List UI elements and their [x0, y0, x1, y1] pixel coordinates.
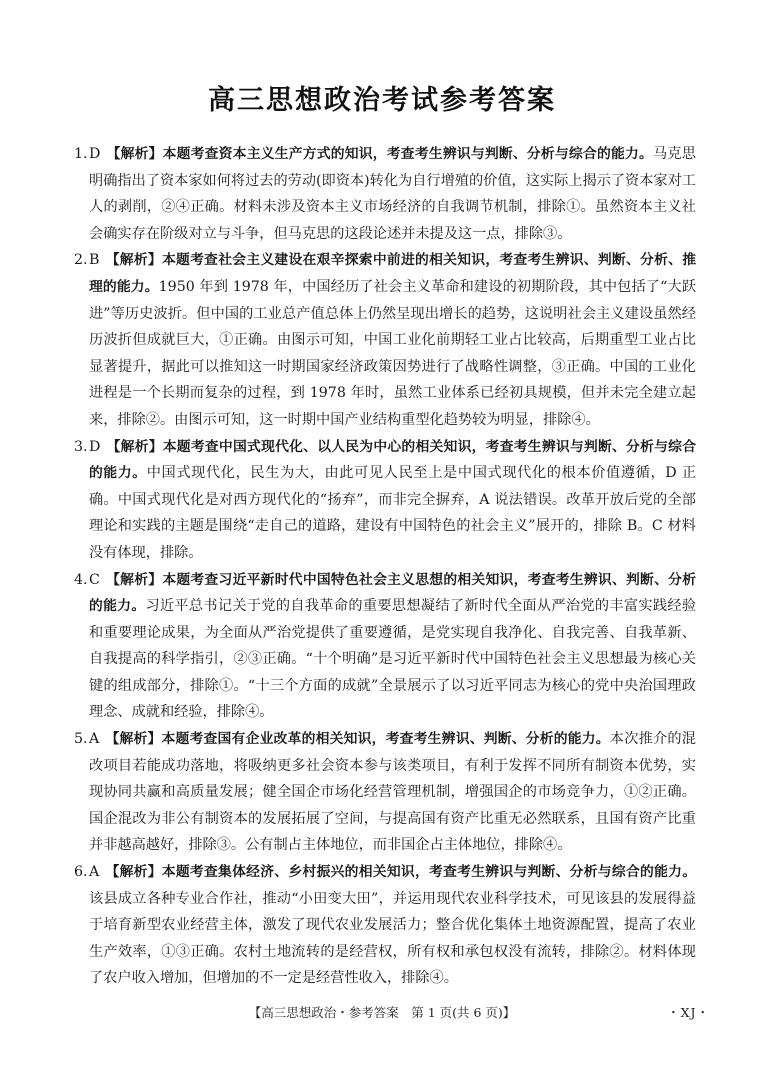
item-number: 3.	[74, 438, 88, 455]
item-analysis-heading: 【解析】本题考查中国式现代化、以人民为中心的相关知识，考查考生辨识与判断、分析与综合的能力。	[89, 438, 696, 482]
page-footer	[0, 1003, 764, 1023]
item-analysis-heading: 【解析】本题考查社会主义建设在艰辛探索中前进的相关知识，考查考生辨识、判断、分析、推理的能力。	[89, 252, 696, 295]
item-answer: D	[89, 438, 101, 455]
footer-page-info: 【高三思想政治・参考答案 第 1 页(共 6 页)】	[248, 1005, 516, 1020]
answer-item-4	[74, 567, 696, 727]
item-number: 1.	[74, 146, 88, 162]
answer-item-1	[74, 141, 696, 247]
item-number: 5.	[74, 731, 88, 748]
item-analysis-body: 本次推介的混改项目若能成功落地，将吸纳更多社会资本参与该类项目，有利于发挥不同所有制资本优势，实现协同共赢和高质量发展；健全国企市场化经营管理机制，增强国企的市场竞争力，①②正确。国企混改为非公有制资本的发展拓展了空间，与提高国有资产比重无必然联系，且国有资产比重并非越高越好，排除③。公有制占主体地位，而非国企占主体地位，排除④。	[89, 731, 696, 854]
item-analysis-heading: 【解析】本题考查集体经济、乡村振兴的相关知识，考查考生辨识与判断、分析与综合的能力。	[105, 864, 696, 881]
item-analysis-heading: 【解析】本题考查资本主义生产方式的知识，考查考生辨识与判断、分析与综合的能力。	[106, 146, 653, 162]
answer-item-5	[74, 726, 696, 859]
page-title: 高三思想政治考试参考答案	[208, 85, 556, 116]
answer-item-2	[74, 247, 696, 433]
item-analysis-heading: 【解析】本题考查国有企业改革的相关知识，考查考生辨识、判断、分析的能力。	[105, 731, 610, 748]
item-analysis-body: 1950 年到 1978 年，中国经历了社会主义革命和建设的初期阶段，其中包括了“大跃进”等历史波折。但中国的工业总产值总体上仍然呈现出增长的趋势，这说明社会主义建设虽然经历波折但成就巨大，①正确。由图示可知，中国工业化前期轻工业占比较高，后期重型工业占比显著提升，据此可以推知这一时期国家经济政策因势进行了战略性调整，③正确。中国的工业化进程是一个长期而复杂的过程，到 1978 年时，虽然工业体系已经初具规模，但并未完全建立起来，排除②。由图示可知，这一时期中国产业结构重型化趋势较为明显，排除④。	[89, 278, 697, 428]
answer-item-3	[74, 434, 696, 567]
answer-item-6	[74, 859, 696, 992]
item-analysis-body: 该县成立各种专业合作社，推动“小田变大田”，并运用现代农业科学技术，可见该县的发展得益于培育新型农业经营主体，激发了现代农业发展活力；整合优化集体土地资源配置，提高了农业生产效率，①③正确。农村土地流转的是经营权，所有权和承包权没有流转，排除②。材料体现了农户收入增加，但增加的不一定是经营性收入，排除④。	[89, 890, 696, 987]
item-answer: B	[89, 252, 100, 269]
item-answer: D	[89, 146, 101, 162]
item-answer: A	[89, 731, 100, 748]
footer-edition-code: ・XJ・	[667, 1005, 710, 1020]
item-analysis-heading: 【解析】本题考查习近平新时代中国特色社会主义思想的相关知识，考查考生辨识、判断、分析的能力。	[89, 571, 696, 615]
item-analysis-body: 习近平总书记关于党的自我革命的重要思想凝结了新时代全面从严治党的丰富实践经验和重要理论成果，为全面从严治党提供了重要遵循，是党实现自我净化、自我完善、自我革新、自我提高的科学指引，②③正确。“十个明确”是习近平新时代中国特色社会主义思想最为核心关键的组成部分，排除①。“十三个方面的成就”全景展示了以习近平同志为核心的党中央治国理政理念、成就和经验，排除④。	[89, 598, 697, 721]
item-analysis-body: 中国式现代化，民生为大，由此可见人民至上是中国式现代化的根本价值遵循，D 正确。中国式现代化是对西方现代化的“扬弃”，而非完全摒弃，A 说法错误。改革开放后党的全部理论和实践的主题是围绕“走自己的道路，建设有中国特色的社会主义”展开的，排除 B。C 材料没有体现，排除。	[89, 465, 697, 561]
answer-list	[74, 141, 696, 992]
item-number: 2.	[74, 252, 88, 269]
item-analysis-body: 马克思明确指出了资本家如何将过去的劳动(即资本)转化为自行增殖的价值，这实际上揭示了资本家对工人的剥削，②④正确。材料未涉及资本主义市场经济的自我调节机制，排除①。虽然资本主义社会确实存在阶级对立与斗争，但马克思的这段论述并未提及这一点，排除③。	[89, 146, 696, 242]
item-answer: A	[89, 864, 100, 881]
item-number: 6.	[74, 864, 88, 881]
item-answer: C	[89, 571, 100, 588]
item-number: 4.	[74, 571, 88, 588]
